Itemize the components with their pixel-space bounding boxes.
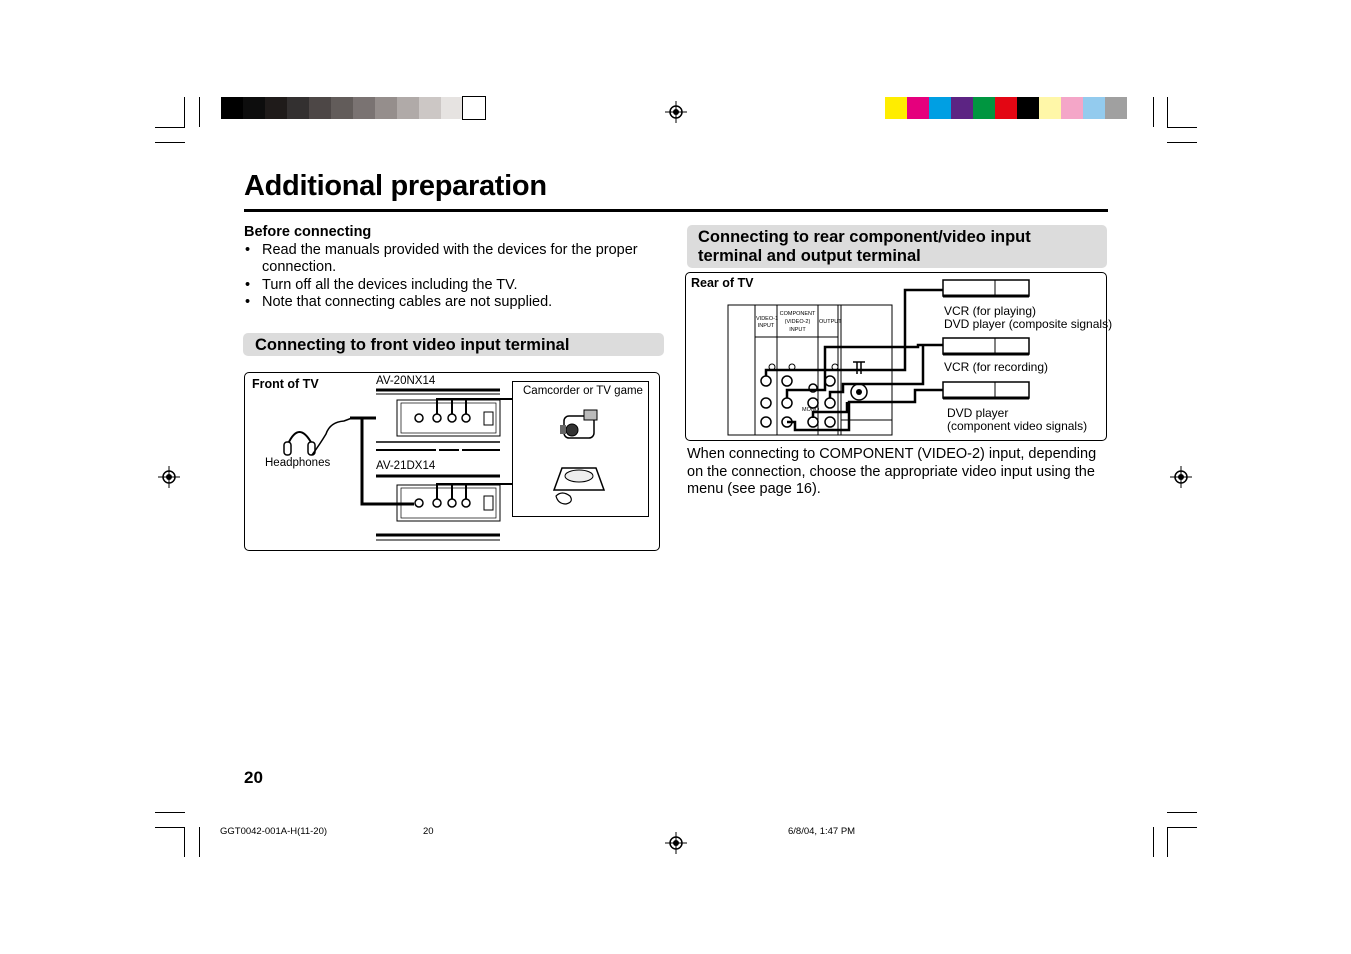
vcr-playing-label: VCR (for playing): [944, 304, 1037, 318]
video1-label-line2: INPUT: [757, 323, 775, 329]
list-item: • Read the manuals provided with the devices for the proper connection.: [244, 242, 664, 277]
rear-section-heading: [687, 225, 1107, 268]
component-note: When connecting to COMPONENT (VIDEO-2) input, depending on the connection, choose the appropriate video input using the menu (see page 16).: [687, 446, 1097, 497]
gray-swatch: [419, 97, 441, 119]
camcorder-icon: [560, 410, 597, 438]
rear-connection-drawing: [685, 272, 1107, 441]
headphones-label: Headphones: [265, 457, 331, 469]
component-label: [777, 310, 818, 334]
output-label: OUTPUT: [819, 319, 842, 325]
dvd-player-icon: [943, 382, 1029, 398]
color-swatch: [995, 97, 1017, 119]
gray-swatch: [441, 97, 463, 119]
gray-swatch: [309, 97, 331, 119]
front-of-tv-label: Front of TV: [252, 377, 319, 391]
dvd-component-label: (component video signals): [947, 419, 1088, 433]
color-swatch: [885, 97, 907, 119]
color-swatch: [1017, 97, 1039, 119]
camcorder-label: Camcorder or TV game: [523, 385, 643, 397]
gray-swatch: [375, 97, 397, 119]
rear-of-tv-label: Rear of TV: [691, 276, 754, 290]
mono-label: MONO: [802, 407, 820, 413]
headphones-icon: [284, 418, 352, 455]
component-label-line3: INPUT: [789, 327, 806, 333]
vcr-recording-label: VCR (for recording): [944, 360, 1049, 374]
color-swatch: [1105, 97, 1127, 119]
page-title: Additional preparation: [244, 170, 547, 202]
rear-heading-line1: Connecting to rear component/video input: [698, 228, 1031, 246]
gray-swatch: [265, 97, 287, 119]
dvd-player-label: DVD player: [947, 406, 1009, 420]
before-connecting-list: [244, 242, 664, 312]
footer-doc-code: GGT0042-001A-H(11-20): [220, 826, 328, 837]
color-swatch: [907, 97, 929, 119]
video1-label-line1: VIDEO-1: [756, 316, 779, 322]
vcr-playing-icon: [943, 280, 1029, 296]
dvd-composite-label: DVD player (composite signals): [944, 317, 1113, 331]
color-swatch: [951, 97, 973, 119]
front-section-heading-text: Connecting to front video input terminal: [255, 336, 570, 354]
before-connecting: [244, 224, 664, 312]
footer-page: 20: [423, 826, 434, 837]
model-a-label: AV-20NX14: [376, 375, 436, 387]
model-b-label: AV-21DX14: [376, 460, 436, 472]
title-rule: [244, 209, 1108, 212]
front-connection-drawing: [244, 372, 660, 552]
rear-heading-line2: terminal and output terminal: [698, 247, 921, 265]
before-connecting-heading: Before connecting: [244, 224, 372, 240]
front-section-heading: [243, 333, 664, 356]
registration-target-icon: [665, 832, 687, 854]
color-swatch: [1083, 97, 1105, 119]
list-item: • Note that connecting cables are not supplied.: [244, 294, 664, 312]
gray-swatch: [287, 97, 309, 119]
list-item: • Turn off all the devices including the TV.: [244, 277, 664, 295]
game-console-icon: [554, 468, 604, 504]
registration-target-icon: [158, 466, 180, 488]
gray-swatch: [463, 97, 485, 119]
registration-target-icon: [1170, 466, 1192, 488]
component-label-line1: COMPONENT: [779, 311, 816, 317]
footer-timestamp: 6/8/04, 1:47 PM: [788, 826, 856, 837]
gray-swatch: [353, 97, 375, 119]
page-number: 20: [244, 768, 263, 787]
gray-swatch: [397, 97, 419, 119]
color-swatch: [929, 97, 951, 119]
gray-swatch: [221, 97, 243, 119]
color-swatch: [973, 97, 995, 119]
vcr-recording-icon: [943, 338, 1029, 354]
color-swatch: [1039, 97, 1061, 119]
gray-swatch: [243, 97, 265, 119]
component-label-line2: (VIDEO-2): [784, 319, 811, 325]
gray-swatch: [331, 97, 353, 119]
registration-target-icon: [665, 101, 687, 123]
video1-label: [756, 316, 779, 330]
color-swatch: [1061, 97, 1083, 119]
